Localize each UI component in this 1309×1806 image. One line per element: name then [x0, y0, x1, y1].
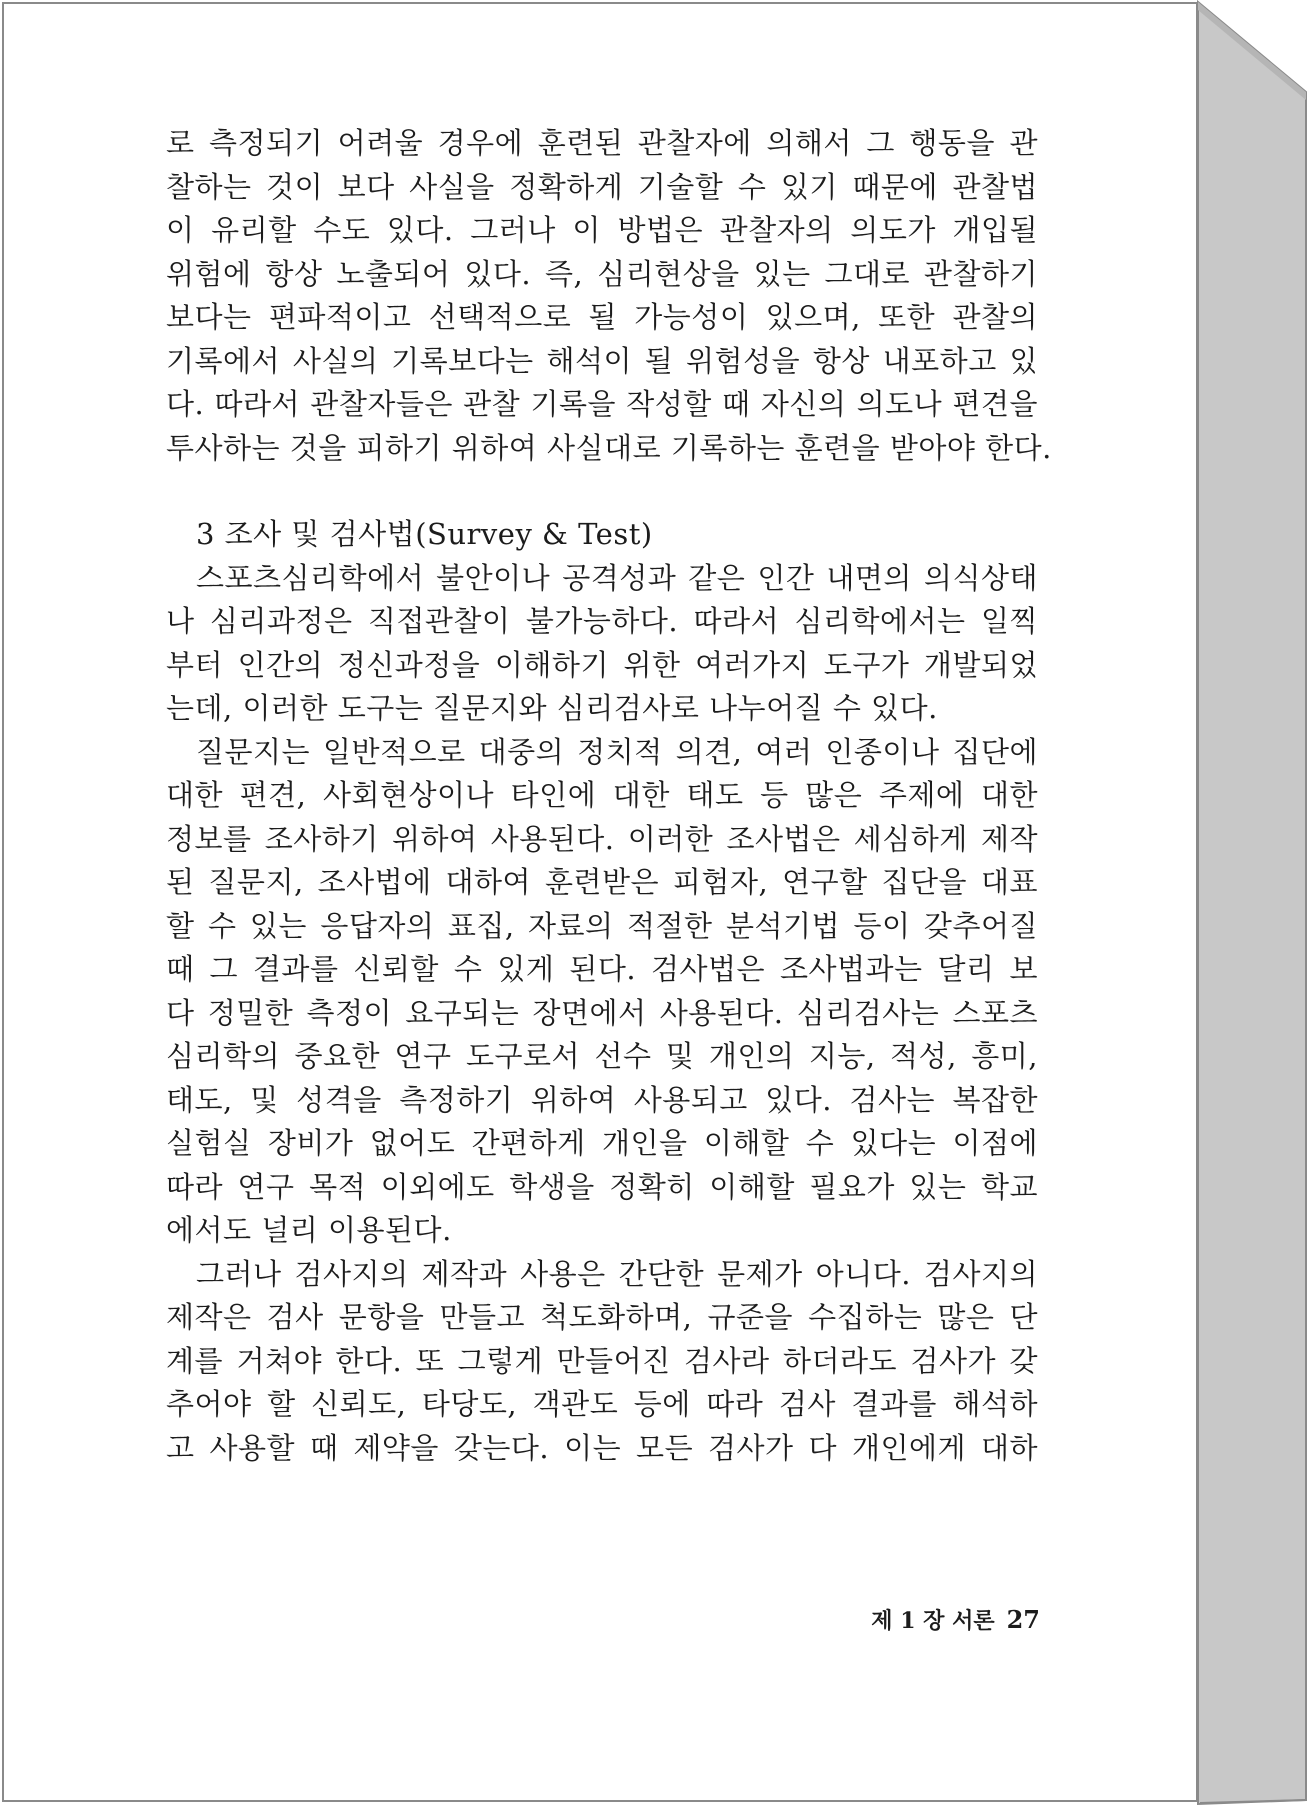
text-line: 질문지는 일반적으로 대중의 정치적 의견, 여러 인종이나 집단에: [196, 734, 1038, 769]
paragraph-test-limitations: [166, 1253, 1038, 1471]
text-line: 그러나 검사지의 제작과 사용은 간단한 문제가 아니다. 검사지의: [196, 1256, 1038, 1291]
text-line: 기록에서 사실의 기록보다는 해석이 될 위험성을 항상 내포하고 있: [166, 343, 1038, 378]
text-line: 정보를 조사하기 위하여 사용된다. 이러한 조사법은 세심하게 제작: [166, 821, 1038, 856]
text-line: 다. 따라서 관찰자들은 관찰 기록을 작성할 때 자신의 의도나 편견을: [166, 387, 1038, 421]
page-body-text: [166, 122, 1052, 1470]
text-line: 다 정밀한 측정이 요구되는 장면에서 사용된다. 심리검사는 스포츠: [166, 995, 1038, 1030]
text-line: 태도, 및 성격을 측정하기 위하여 사용되고 있다. 검사는 복잡한: [166, 1082, 1038, 1117]
text-line: 할 수 있는 응답자의 표집, 자료의 적절한 분석기법 등이 갖추어질: [166, 908, 1038, 943]
text-line: 제작은 검사 문항을 만들고 척도화하며, 규준을 수집하는 많은 단: [166, 1300, 1038, 1334]
text-line: 스포츠심리학에서 불안이나 공격성과 같은 인간 내면의 의식상태: [196, 560, 1038, 595]
text-line: 추어야 할 신뢰도, 타당도, 객관도 등에 따라 검사 결과를 해석하: [166, 1387, 1038, 1421]
paragraph-questionnaire: [166, 731, 1038, 1253]
text-line: 찰하는 것이 보다 사실을 정확하게 기술할 수 있기 때문에 관찰법: [166, 169, 1038, 204]
page-number: 27: [1006, 1605, 1040, 1634]
text-line: 나 심리과정은 직접관찰이 불가능하다. 따라서 심리학에서는 일찍: [166, 604, 1038, 638]
text-line: 계를 거쳐야 한다. 또 그렇게 만들어진 검사라 하더라도 검사가 갖: [166, 1343, 1038, 1378]
text-line: 에서도 널리 이용된다.: [166, 1213, 452, 1247]
text-line: 고 사용할 때 제약을 갖는다. 이는 모든 검사가 다 개인에게 대하: [166, 1430, 1038, 1465]
text-line: 위험에 항상 노출되어 있다. 즉, 심리현상을 있는 그대로 관찰하기: [166, 256, 1038, 291]
paragraph-observation: [166, 122, 1052, 470]
text-line: 는데, 이러한 도구는 질문지와 심리검사로 나누어질 수 있다.: [166, 691, 938, 725]
text-line: 따라 연구 목적 이외에도 학생을 정확히 이해할 필요가 있는 학교: [166, 1169, 1038, 1204]
text-line: 심리학의 중요한 연구 도구로서 선수 및 개인의 지능, 적성, 흥미,: [166, 1039, 1038, 1073]
section-spacer: [166, 470, 1038, 513]
text-line: 부터 인간의 정신과정을 이해하기 위한 여러가지 도구가 개발되었: [166, 647, 1038, 682]
text-line: 된 질문지, 조사법에 대하여 훈련받은 피험자, 연구할 집단을 대표: [166, 865, 1038, 899]
chapter-title: 제 1 장 서론: [871, 1608, 995, 1634]
text-line: 때 그 결과를 신뢰할 수 있게 된다. 검사법은 조사법과는 달리 보: [166, 952, 1038, 986]
text-line: 로 측정되기 어려울 경우에 훈련된 관찰자에 의해서 그 행동을 관: [166, 126, 1038, 160]
text-line: 보다는 편파적이고 선택적으로 될 가능성이 있으며, 또한 관찰의: [166, 300, 1038, 334]
paragraph-survey-intro: [166, 557, 1038, 731]
text-line: 이 유리할 수도 있다. 그러나 이 방법은 관찰자의 의도가 개입될: [166, 213, 1038, 247]
page-footer: [820, 1604, 1040, 1635]
text-line: 대한 편견, 사회현상이나 타인에 대한 태도 등 많은 주제에 대한: [166, 778, 1038, 812]
text-line: 투사하는 것을 피하기 위하여 사실대로 기록하는 훈련을 받아야 한다.: [166, 430, 1052, 465]
text-line: 실험실 장비가 없어도 간편하게 개인을 이해할 수 있다는 이점에: [166, 1126, 1038, 1160]
section-heading: 3 조사 및 검사법(Survey & Test): [196, 517, 653, 551]
